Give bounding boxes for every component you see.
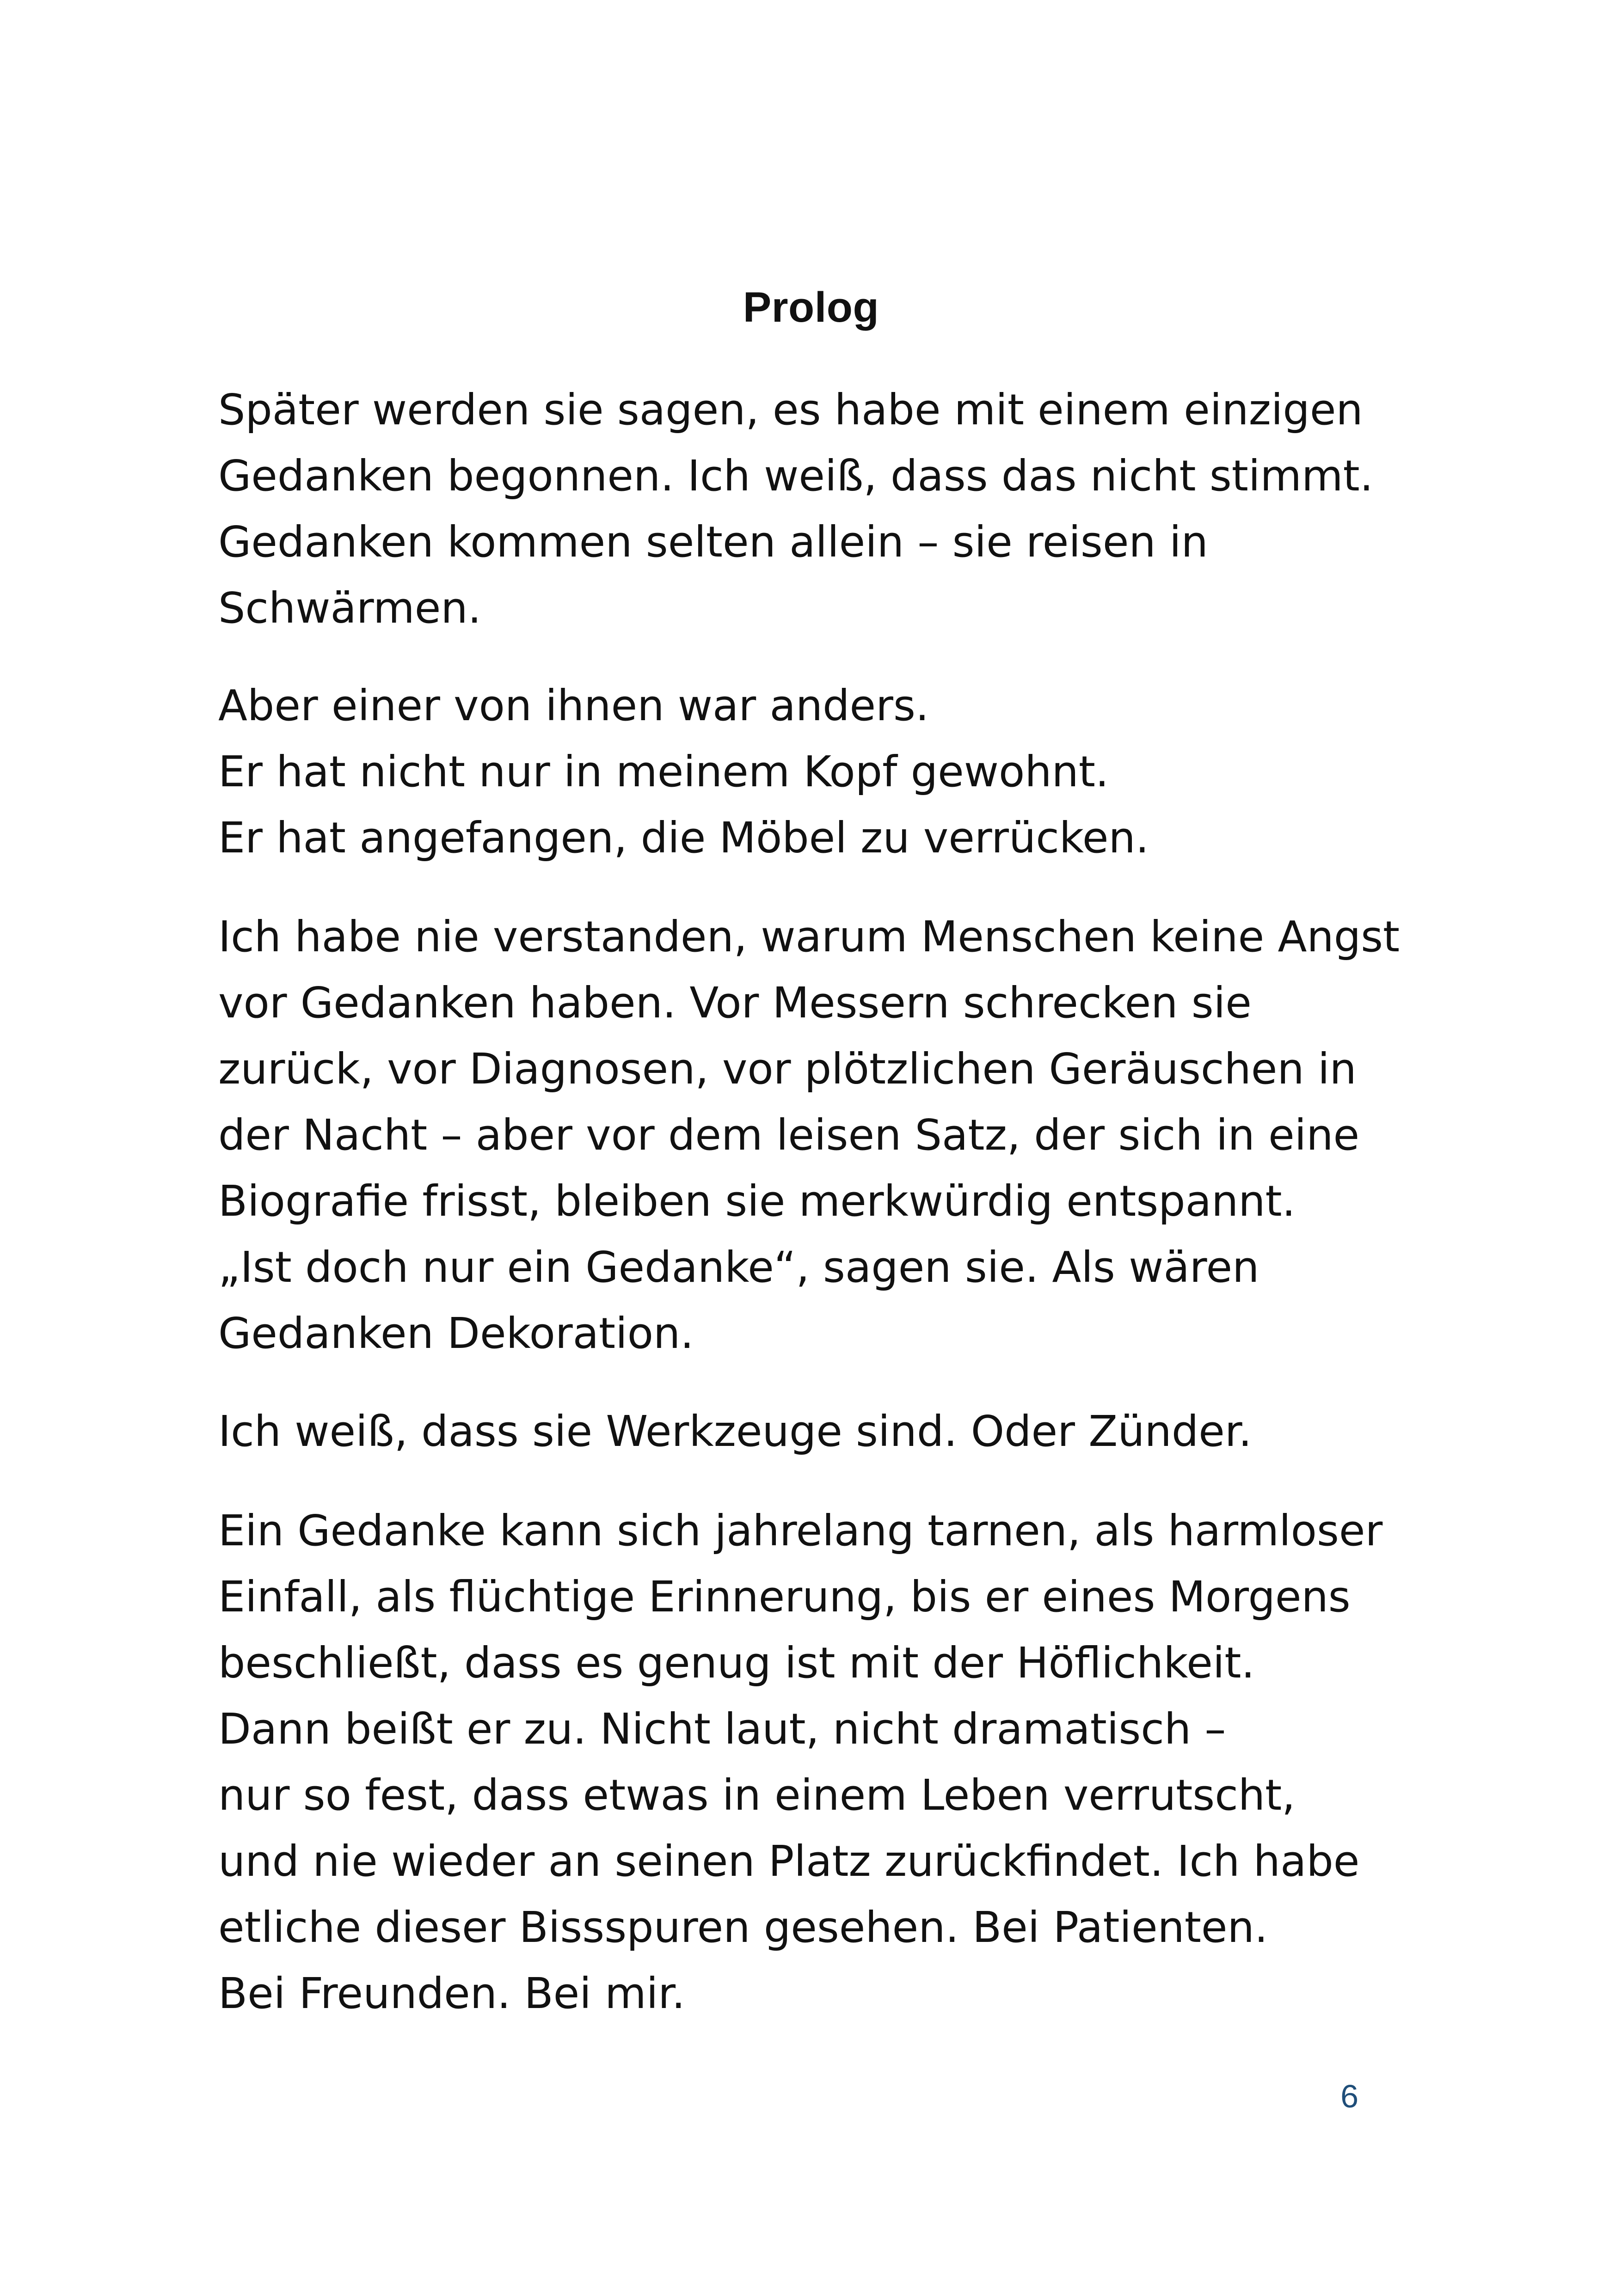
text-line: Biografie frisst, bleiben sie merkwürdig entspannt. — [218, 1176, 1296, 1226]
text-line: Dann beißt er zu. Nicht laut, nicht dramatisch – — [218, 1704, 1226, 1754]
text-line: Später werden sie sagen, es habe mit einem einzigen — [218, 385, 1363, 435]
text-line: beschließt, dass es genug ist mit der Höflichkeit. — [218, 1638, 1255, 1688]
page-number: 6 — [1340, 2078, 1358, 2114]
text-line: der Nacht – aber vor dem leisen Satz, der sich in eine — [218, 1110, 1360, 1160]
text-line: Er hat nicht nur in meinem Kopf gewohnt. — [218, 747, 1109, 796]
paragraph-3 — [218, 904, 1467, 1366]
text-line: Aber einer von ihnen war anders. — [218, 681, 929, 730]
text-line: Er hat angefangen, die Möbel zu verrücken. — [218, 813, 1149, 863]
text-line: Ich weiß, dass sie Werkzeuge sind. Oder Zünder. — [218, 1407, 1252, 1456]
text-line: vor Gedanken haben. Vor Messern schrecken sie — [218, 978, 1252, 1028]
text-line: „Ist doch nur ein Gedanke“, sagen sie. Als wären — [218, 1243, 1260, 1292]
text-line: Einfall, als flüchtige Erinnerung, bis er eines Morgens — [218, 1572, 1351, 1622]
paragraph-5 — [218, 1498, 1467, 2027]
text-line: Gedanken kommen selten allein – sie reisen in — [218, 517, 1208, 567]
text-line: Bei Freunden. Bei mir. — [218, 1969, 685, 2018]
text-line: Ich habe nie verstanden, warum Menschen keine Angst — [218, 912, 1400, 961]
text-line: Schwärmen. — [218, 583, 481, 633]
text-line: und nie wieder an seinen Platz zurückfindet. Ich habe — [218, 1837, 1360, 1886]
paragraph-1 — [218, 377, 1467, 641]
text-line: Gedanken Dekoration. — [218, 1309, 694, 1358]
paragraph-4 — [218, 1398, 1467, 1464]
chapter-title: Prolog — [743, 284, 879, 331]
text-line: Ein Gedanke kann sich jahrelang tarnen, als harmloser — [218, 1506, 1383, 1555]
text-line: etliche dieser Bissspuren gesehen. Bei Patienten. — [218, 1903, 1268, 1952]
paragraph-2 — [218, 673, 1467, 871]
text-line: Gedanken begonnen. Ich weiß, dass das nicht stimmt. — [218, 451, 1373, 501]
text-line: nur so fest, dass etwas in einem Leben verrutscht, — [218, 1770, 1296, 1820]
text-line: zurück, vor Diagnosen, vor plötzlichen Geräuschen in — [218, 1044, 1357, 1094]
